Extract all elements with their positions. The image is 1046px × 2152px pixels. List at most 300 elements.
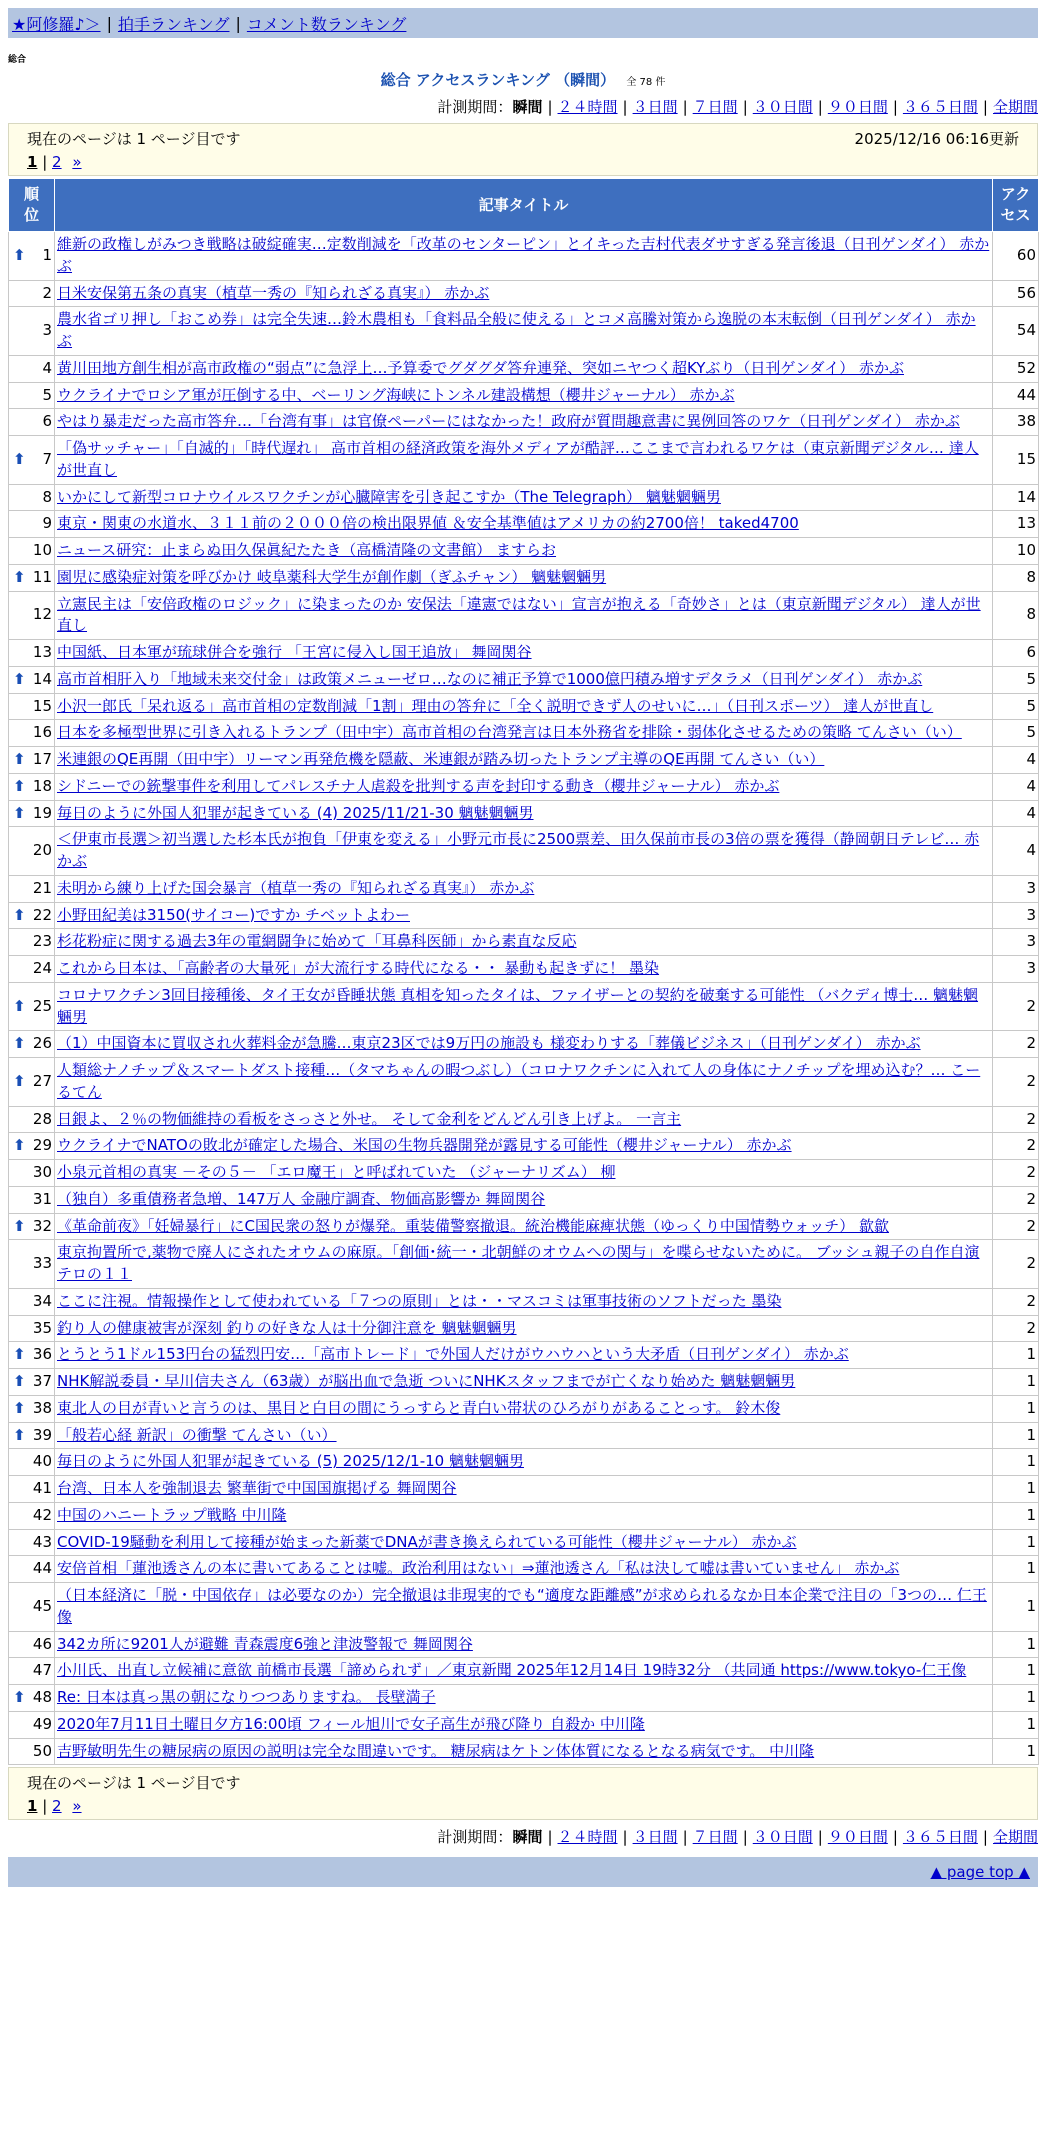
article-link[interactable]: 毎日のように外国人犯罪が起きている (5) 2025/12/1-10 魑魅魍魎男 bbox=[57, 1452, 524, 1471]
period-separator: | bbox=[982, 98, 988, 116]
page-2-link[interactable]: 2 bbox=[52, 153, 62, 171]
access-count: 1 bbox=[993, 1476, 1039, 1503]
rank-cell bbox=[9, 1502, 55, 1529]
article-link[interactable]: 台湾、日本人を強制退去 繁華街で中国国旗掲げる 舞岡関谷 bbox=[57, 1479, 457, 1497]
period-separator: | bbox=[892, 98, 898, 116]
title-header: 記事タイトル bbox=[55, 179, 993, 232]
period-link[interactable]: 全期間 bbox=[992, 98, 1038, 116]
article-link[interactable]: 2020年7月11日土曜日夕方16:00頃 フィール旭川で女子高生が飛び降り 自殺か 中川隆 bbox=[57, 1714, 645, 1733]
period-link[interactable]: ３６５日間 bbox=[902, 98, 978, 116]
article-link[interactable]: 安倍首相「蓮池透さんの本に書いてあることは嘘。政治利用はない」⇒蓮池透さん「私は決して嘘は書いていません」 赤かぶ bbox=[57, 1559, 900, 1578]
access-count: 2 bbox=[993, 1288, 1039, 1315]
table-row bbox=[9, 409, 1039, 436]
up-arrow-icon: ⬆ bbox=[13, 245, 26, 264]
article-link[interactable]: 日本を多極型世界に引き入れるトランプ（田中宇）高市首相の台湾発言は日本外務省を排除・弱体化させるための策略 てんさい（い） bbox=[57, 723, 962, 742]
title-cell bbox=[55, 1502, 993, 1529]
rank-number: 38 bbox=[32, 1398, 52, 1417]
table-row bbox=[9, 280, 1039, 307]
page-current: 1 bbox=[27, 153, 38, 171]
period-link[interactable]: ３日間 bbox=[632, 1828, 678, 1847]
rank-number: 39 bbox=[32, 1425, 52, 1444]
article-link[interactable]: 小野田紀美は3150(サイコー)ですか チベットよわー bbox=[57, 905, 410, 924]
access-count: 2 bbox=[993, 1058, 1039, 1107]
table-row bbox=[9, 538, 1039, 565]
page-2-link[interactable]: 2 bbox=[52, 1797, 62, 1816]
article-link[interactable]: 「偽サッチャー」「自滅的」「時代遅れ」 高市首相の経済政策を海外メディアが酷評…ここまで言われるワケは（東京新聞デジタル… 達人が世直し bbox=[57, 439, 979, 479]
title-cell bbox=[55, 827, 993, 876]
rank-number: 37 bbox=[32, 1372, 52, 1390]
title-cell bbox=[55, 1583, 993, 1632]
table-row bbox=[9, 875, 1039, 902]
access-header: アクセス bbox=[993, 179, 1039, 232]
rank-cell bbox=[9, 382, 55, 409]
table-row bbox=[9, 956, 1039, 983]
table-row bbox=[9, 1658, 1039, 1685]
up-arrow-icon: ⬆ bbox=[13, 1071, 26, 1090]
rank-number: 11 bbox=[32, 567, 52, 586]
rank-cell bbox=[9, 436, 55, 485]
period-separator: | bbox=[682, 1828, 688, 1847]
article-link[interactable]: Re: 日本は真っ黒の朝になりつつありますね。 長壁満子 bbox=[57, 1688, 436, 1706]
rank-cell bbox=[9, 902, 55, 929]
rank-number: 42 bbox=[32, 1505, 52, 1524]
article-link[interactable]: いかにして新型コロナウイルスワクチンが心臓障害を引き起こすか（The Telegraph） 魑魅魍魎男 bbox=[57, 487, 721, 506]
access-count: 2 bbox=[993, 982, 1039, 1031]
article-link[interactable]: 中国紙、日本軍が琉球併合を強行 「王宮に侵入し国王追放」 舞岡関谷 bbox=[57, 643, 532, 661]
rank-number: 7 bbox=[42, 449, 52, 468]
page-info-box-top bbox=[8, 123, 1038, 176]
access-count: 13 bbox=[993, 511, 1039, 538]
table-row bbox=[9, 827, 1039, 876]
title-cell bbox=[55, 280, 993, 307]
period-current: 瞬間 bbox=[512, 98, 543, 116]
rank-number: 26 bbox=[32, 1034, 52, 1053]
table-row bbox=[9, 1738, 1039, 1765]
rank-number: 29 bbox=[32, 1136, 52, 1155]
rank-number: 5 bbox=[42, 385, 52, 404]
period-link[interactable]: ９０日間 bbox=[827, 1828, 888, 1847]
table-row bbox=[9, 1711, 1039, 1738]
access-count: 1 bbox=[993, 1711, 1039, 1738]
article-link[interactable]: 日銀よ、２％の物価維持の看板をさっさと外せ。 そして金利をどんどん引き上げよ。 一言主 bbox=[57, 1109, 682, 1128]
article-link[interactable]: 東京拘置所で,薬物で廃人にされたオウムの麻原。「創価･統一・北朝鮮のオウムへの関与」を喋らせないために。 ブッシュ親子の自作自演テロの１１ bbox=[57, 1243, 980, 1283]
period-link[interactable]: ３日間 bbox=[632, 98, 678, 116]
title-cell bbox=[55, 564, 993, 591]
title-cell bbox=[55, 484, 993, 511]
title-cell bbox=[55, 1342, 993, 1369]
rank-cell bbox=[9, 355, 55, 382]
table-row bbox=[9, 1240, 1039, 1289]
article-link[interactable]: 維新の政権しがみつき戦略は破綻確実…定数削減を「改革のセンターピン」とイキった吉村代表ダサすぎる発言後退（日刊ゲンダイ） 赤かぶ bbox=[57, 235, 990, 275]
table-row bbox=[9, 1422, 1039, 1449]
table-row bbox=[9, 591, 1039, 640]
title-cell bbox=[55, 747, 993, 774]
article-link[interactable]: 釣り人の健康被害が深刻 釣りの好きな人は十分御注意を 魑魅魍魎男 bbox=[57, 1318, 517, 1337]
article-link[interactable]: 東京・関東の水道水、３１１前の２０００倍の検出限界値 ＆安全基準値はアメリカの約2700倍！ taked4700 bbox=[57, 514, 799, 533]
access-count: 1 bbox=[993, 1395, 1039, 1422]
next-page-link[interactable]: » bbox=[72, 153, 82, 171]
pagination: 1 | 2 » bbox=[27, 153, 82, 171]
access-count: 52 bbox=[993, 355, 1039, 382]
pagination: 1 | 2 » bbox=[27, 1797, 82, 1816]
rank-cell bbox=[9, 1315, 55, 1342]
table-row bbox=[9, 1449, 1039, 1476]
table-row bbox=[9, 1106, 1039, 1133]
rank-cell bbox=[9, 929, 55, 956]
rank-cell bbox=[9, 591, 55, 640]
table-row bbox=[9, 773, 1039, 800]
access-count: 2 bbox=[993, 1315, 1039, 1342]
rank-cell bbox=[9, 773, 55, 800]
article-link[interactable]: 未明から練り上げた国会暴言（植草一秀の『知られざる真実』） 赤かぶ bbox=[57, 878, 535, 897]
table-row bbox=[9, 1631, 1039, 1658]
period-separator: | bbox=[622, 98, 628, 116]
access-count: 8 bbox=[993, 591, 1039, 640]
rank-cell bbox=[9, 1395, 55, 1422]
access-count: 1 bbox=[993, 1529, 1039, 1556]
home-link[interactable]: ★阿修羅♪＞ bbox=[12, 14, 101, 34]
article-link[interactable]: ウクライナでNATOの敗北が確定した場合、米国の生物兵器開発が露見する可能性（櫻井ジャーナル） 赤かぶ bbox=[57, 1136, 792, 1155]
access-count: 2 bbox=[993, 1240, 1039, 1289]
rank-number: 35 bbox=[32, 1318, 52, 1337]
access-count: 3 bbox=[993, 956, 1039, 983]
access-count: 2 bbox=[993, 1133, 1039, 1160]
table-row bbox=[9, 1186, 1039, 1213]
rank-cell bbox=[9, 1422, 55, 1449]
table-row bbox=[9, 1288, 1039, 1315]
page-info-box-bottom bbox=[8, 1767, 1038, 1820]
rank-number: 34 bbox=[32, 1291, 52, 1310]
table-row bbox=[9, 747, 1039, 774]
access-count: 1 bbox=[993, 1631, 1039, 1658]
period-selector-bottom bbox=[8, 1826, 1038, 1847]
rank-number: 48 bbox=[32, 1688, 52, 1706]
access-count: 5 bbox=[993, 693, 1039, 720]
rank-number: 49 bbox=[32, 1714, 52, 1733]
article-link[interactable]: （1）中国資本に買収され火葬料金が急騰…東京23区では9万円の施設も 様変わりする「葬儀ビジネス」（日刊ゲンダイ） 赤かぶ bbox=[57, 1034, 921, 1053]
footer-bar bbox=[8, 1857, 1038, 1887]
article-link[interactable]: 園児に感染症対策を呼びかけ 岐阜薬科大学生が創作劇（ぎふチャン） 魑魅魍魎男 bbox=[57, 567, 607, 586]
rank-cell bbox=[9, 484, 55, 511]
article-link[interactable]: やはり暴走だった高市答弁…「台湾有事」は官僚ペーパーにはなかった！政府が質問趣意書に異例回答のワケ（日刊ゲンダイ） 赤かぶ bbox=[57, 412, 960, 431]
rank-number: 43 bbox=[32, 1532, 52, 1551]
up-arrow-icon: ⬆ bbox=[13, 1688, 26, 1706]
article-link[interactable]: 小川氏、出直し立候補に意欲 前橋市長選「諦められず」／東京新聞 2025年12月14日 19時32分 （共同通 https://www.tokyo-仁王像 bbox=[57, 1661, 967, 1680]
article-link[interactable]: 農水省ゴリ押し「おこめ券」は完全失速…鈴木農相も「食料品全般に使える」とコメ高騰対策から逸脱の本末転倒（日刊ゲンダイ） 赤かぶ bbox=[57, 310, 976, 350]
article-link[interactable]: ニュース研究：止まらぬ田久保眞紀たたき（高橋清隆の文書館） ますらお bbox=[57, 541, 557, 559]
article-link[interactable]: 杉花粉症に関する過去3年の電網闘争に始めて「耳鼻科医師」から素直な反応 bbox=[57, 932, 577, 951]
up-arrow-icon: ⬆ bbox=[13, 776, 26, 795]
rank-cell bbox=[9, 1240, 55, 1289]
title-cell bbox=[55, 902, 993, 929]
access-count: 2 bbox=[993, 1106, 1039, 1133]
article-link[interactable]: ここに注視。情報操作として使われている「７つの原則」とは・・マスコミは軍事技術のソフトだった 墨染 bbox=[57, 1291, 782, 1310]
rank-cell bbox=[9, 956, 55, 983]
period-link[interactable]: ３０日間 bbox=[752, 1828, 813, 1847]
rank-number: 20 bbox=[32, 841, 52, 860]
up-arrow-icon: ⬆ bbox=[13, 1398, 26, 1417]
page-title bbox=[8, 69, 1038, 90]
rank-cell bbox=[9, 1369, 55, 1396]
rank-cell bbox=[9, 511, 55, 538]
title-cell bbox=[55, 956, 993, 983]
article-link[interactable]: 毎日のように外国人犯罪が起きている (4) 2025/11/21-30 魑魅魍魎男 bbox=[57, 803, 534, 822]
nav-separator: | bbox=[235, 13, 241, 33]
title-cell bbox=[55, 1685, 993, 1712]
article-link[interactable]: NHK解説委員・早川信夫さん（63歳）が脳出血で急逝 ついにNHKスタッフまでが亡くなり始めた 魑魅魍魎男 bbox=[57, 1372, 796, 1390]
title-cell bbox=[55, 1031, 993, 1058]
title-cell bbox=[55, 307, 993, 356]
table-row bbox=[9, 436, 1039, 485]
access-count: 1 bbox=[993, 1342, 1039, 1369]
article-link[interactable]: 米連銀のQE再開（田中宇）リーマン再発危機を隠蔽、米連銀が踏み切ったトランプ主導のQE再開 てんさい（い） bbox=[57, 750, 825, 768]
rank-cell bbox=[9, 1583, 55, 1632]
title-cell bbox=[55, 1556, 993, 1583]
title-cell bbox=[55, 1133, 993, 1160]
table-row bbox=[9, 1315, 1039, 1342]
access-count: 38 bbox=[993, 409, 1039, 436]
table-row bbox=[9, 307, 1039, 356]
article-link[interactable]: 《革命前夜》「妊婦暴行」にC国民衆の怒りが爆発。重装備警察撤退。統治機能麻痺状態（ゆっくり中国情勢ウォッチ） 歙歙 bbox=[57, 1216, 889, 1235]
rank-number: 41 bbox=[32, 1479, 52, 1497]
period-separator: | bbox=[622, 1828, 628, 1847]
rank-cell bbox=[9, 538, 55, 565]
top-nav-bar bbox=[8, 8, 1038, 38]
title-cell bbox=[55, 693, 993, 720]
period-link[interactable]: ２４時間 bbox=[557, 98, 618, 116]
rank-cell bbox=[9, 1711, 55, 1738]
rank-cell bbox=[9, 747, 55, 774]
period-link[interactable]: 全期間 bbox=[992, 1828, 1038, 1847]
clap-ranking-link[interactable]: 拍手ランキング bbox=[117, 14, 230, 34]
article-link[interactable]: 東北人の目が青いと言うのは、黒目と白目の間にうっすらと青白い帯状のひろがりがあることっす。 鈴木俊 bbox=[57, 1398, 781, 1417]
access-count: 14 bbox=[993, 484, 1039, 511]
table-row bbox=[9, 693, 1039, 720]
rank-cell bbox=[9, 307, 55, 356]
title-cell bbox=[55, 232, 993, 281]
article-link[interactable]: 高市首相肝入り「地域未来交付金」は政策メニューゼロ…なのに補正予算で1000億円積み増すデタラメ（日刊ゲンダイ） 赤かぶ bbox=[57, 669, 923, 688]
title-cell bbox=[55, 982, 993, 1031]
table-row bbox=[9, 640, 1039, 667]
rank-cell bbox=[9, 1658, 55, 1685]
table-row bbox=[9, 982, 1039, 1031]
current-page-text: 現在のページは 1 ページ目です bbox=[27, 130, 241, 148]
rank-number: 45 bbox=[32, 1596, 52, 1615]
title-cell bbox=[55, 875, 993, 902]
access-count: 4 bbox=[993, 747, 1039, 774]
access-count: 1 bbox=[993, 1583, 1039, 1632]
period-separator: | bbox=[817, 98, 823, 116]
up-arrow-icon: ⬆ bbox=[13, 996, 26, 1015]
article-link[interactable]: ＜伊東市長選＞初当選した杉本氏が抱負「伊東を変える」小野元市長に2500票差、田久保前市長の3倍の票を獲得（静岡朝日テレビ… 赤かぶ bbox=[57, 830, 980, 870]
article-link[interactable]: 立憲民主は「安倍政権のロジック」に染まったのか 安保法「違憲ではない」宣言が抱える「奇妙さ」とは（東京新聞デジタル） 達人が世直し bbox=[57, 594, 981, 635]
title-cell bbox=[55, 1738, 993, 1765]
article-link[interactable]: コロナワクチン3回目接種後、タイ王女が昏睡状態 真相を知ったタイは、ファイザーとの契約を破棄する可能性 （バクディ博士… 魑魅魍魎男 bbox=[57, 985, 979, 1026]
access-count: 3 bbox=[993, 929, 1039, 956]
article-link[interactable]: 小沢一郎氏「呆れ返る」高市首相の定数削減「1割」理由の答弁に「全く説明できず人のせいに…」（日刊スポーツ） 達人が世直し bbox=[57, 696, 934, 715]
period-link[interactable]: ３０日間 bbox=[752, 98, 813, 116]
total-count: 全 78 件 bbox=[626, 77, 666, 88]
page-top-link[interactable]: ▲ page top ▲ bbox=[930, 1863, 1030, 1882]
article-link[interactable]: （日本経済に「脱・中国依存」は必要なのか）完全撤退は非現実的でも“適度な距離感”が求められるなか日本企業で注目の「3つの… 仁王像 bbox=[57, 1586, 987, 1626]
up-arrow-icon: ⬆ bbox=[13, 449, 26, 468]
up-arrow-icon: ⬆ bbox=[13, 1345, 26, 1364]
title-cell bbox=[55, 1422, 993, 1449]
article-link[interactable]: 人類総ナノチップ＆スマートダスト接種…（タマちゃんの暇つぶし）（コロナワクチンに入れて人の身体にナノチップを埋め込む？… こーるてん bbox=[57, 1061, 981, 1101]
up-arrow-icon: ⬆ bbox=[13, 669, 26, 688]
rank-cell bbox=[9, 720, 55, 747]
period-link[interactable]: ７日間 bbox=[692, 1828, 738, 1847]
next-page-link[interactable]: » bbox=[72, 1797, 82, 1816]
table-row bbox=[9, 1529, 1039, 1556]
title-cell bbox=[55, 1058, 993, 1107]
table-row bbox=[9, 484, 1039, 511]
article-link[interactable]: 小泉元首相の真実 －その５－ 「エロ魔王」と呼ばれていた （ジャーナリズム） 柳 bbox=[57, 1163, 616, 1181]
access-count: 4 bbox=[993, 827, 1039, 876]
rank-number: 23 bbox=[32, 932, 52, 951]
table-row bbox=[9, 720, 1039, 747]
up-arrow-icon: ⬆ bbox=[13, 803, 26, 822]
rank-number: 10 bbox=[32, 541, 52, 559]
period-link[interactable]: ２４時間 bbox=[557, 1828, 618, 1847]
rank-cell bbox=[9, 1058, 55, 1107]
rank-number: 16 bbox=[32, 723, 52, 742]
article-link[interactable]: 吉野敏明先生の糖尿病の原因の説明は完全な間違いです。 糖尿病はケトン体体質になるとなる病気です。 中川隆 bbox=[57, 1741, 815, 1760]
title-cell bbox=[55, 1476, 993, 1503]
article-link[interactable]: ウクライナでロシア軍が圧倒する中、ベーリング海峡にトンネル建設構想（櫻井ジャーナル） 赤かぶ bbox=[57, 385, 735, 404]
access-count: 2 bbox=[993, 1213, 1039, 1240]
access-count: 1 bbox=[993, 1738, 1039, 1765]
rank-number: 40 bbox=[32, 1452, 52, 1471]
title-cell bbox=[55, 436, 993, 485]
rank-cell bbox=[9, 1342, 55, 1369]
period-link[interactable]: ３６５日間 bbox=[902, 1828, 978, 1847]
rank-cell bbox=[9, 693, 55, 720]
access-count: 2 bbox=[993, 1160, 1039, 1187]
access-count: 5 bbox=[993, 720, 1039, 747]
access-count: 56 bbox=[993, 280, 1039, 307]
article-link[interactable]: 黄川田地方創生相が高市政権の“弱点”に急浮上…予算委でグダグダ答弁連発、突如ニヤつく超KYぶり（日刊ゲンダイ） 赤かぶ bbox=[57, 358, 904, 377]
article-link[interactable]: シドニーでの銃撃事件を利用してパレスチナ人虐殺を批判する声を封印する動き（櫻井ジャーナル） 赤かぶ bbox=[57, 776, 780, 795]
rank-number: 24 bbox=[32, 959, 52, 977]
period-separator: | bbox=[892, 1828, 898, 1847]
title-cell bbox=[55, 720, 993, 747]
article-link[interactable]: （独自）多重債務者急増、147万人 金融庁調査、物価高影響か 舞岡関谷 bbox=[57, 1189, 546, 1208]
article-link[interactable]: 342カ所に9201人が避難 青森震度6強と津波警報で 舞岡関谷 bbox=[57, 1634, 473, 1653]
comment-ranking-link[interactable]: コメント数ランキング bbox=[246, 14, 407, 34]
access-count: 44 bbox=[993, 382, 1039, 409]
rank-number: 22 bbox=[32, 905, 52, 924]
period-link[interactable]: ７日間 bbox=[692, 98, 738, 116]
table-row bbox=[9, 1342, 1039, 1369]
title-cell bbox=[55, 1395, 993, 1422]
period-separator: | bbox=[742, 98, 748, 116]
rank-cell bbox=[9, 409, 55, 436]
article-link[interactable]: 日米安保第五条の真実（植草一秀の『知られざる真実』） 赤かぶ bbox=[57, 283, 490, 302]
rank-cell bbox=[9, 666, 55, 693]
title-cell bbox=[55, 1711, 993, 1738]
table-row bbox=[9, 564, 1039, 591]
access-count: 1 bbox=[993, 1369, 1039, 1396]
rank-number: 1 bbox=[42, 245, 52, 264]
table-row bbox=[9, 1213, 1039, 1240]
period-separator: | bbox=[817, 1828, 823, 1847]
title-cell bbox=[55, 666, 993, 693]
category-label: 総合 bbox=[8, 55, 27, 65]
rank-cell bbox=[9, 1133, 55, 1160]
access-count: 1 bbox=[993, 1502, 1039, 1529]
rank-number: 19 bbox=[32, 803, 52, 822]
access-count: 3 bbox=[993, 902, 1039, 929]
rank-number: 18 bbox=[32, 776, 52, 795]
access-count: 1 bbox=[993, 1685, 1039, 1712]
period-separator: | bbox=[742, 1828, 748, 1847]
article-link[interactable]: 「般若心経 新訳」の衝撃 てんさい（い） bbox=[57, 1425, 337, 1444]
up-arrow-icon: ⬆ bbox=[13, 905, 26, 924]
period-separator: | bbox=[682, 98, 688, 116]
rank-cell bbox=[9, 280, 55, 307]
table-row bbox=[9, 1058, 1039, 1107]
table-row bbox=[9, 1133, 1039, 1160]
ranking-title: 総合 アクセスランキング （瞬間） bbox=[380, 71, 616, 89]
rank-cell bbox=[9, 1556, 55, 1583]
rank-number: 12 bbox=[32, 605, 52, 624]
table-row bbox=[9, 1583, 1039, 1632]
access-count: 4 bbox=[993, 800, 1039, 827]
title-cell bbox=[55, 591, 993, 640]
title-cell bbox=[55, 1240, 993, 1289]
rank-number: 30 bbox=[32, 1163, 52, 1181]
title-cell bbox=[55, 409, 993, 436]
title-cell bbox=[55, 382, 993, 409]
rank-cell bbox=[9, 1213, 55, 1240]
title-cell bbox=[55, 1449, 993, 1476]
rank-cell bbox=[9, 1106, 55, 1133]
rank-number: 25 bbox=[32, 996, 52, 1015]
access-count: 4 bbox=[993, 773, 1039, 800]
access-count: 6 bbox=[993, 640, 1039, 667]
ranking-table bbox=[8, 178, 1039, 1765]
title-cell bbox=[55, 1529, 993, 1556]
period-separator: | bbox=[547, 98, 553, 116]
access-count: 8 bbox=[993, 564, 1039, 591]
rank-cell bbox=[9, 1685, 55, 1712]
rank-number: 33 bbox=[32, 1254, 52, 1273]
rank-number: 15 bbox=[32, 696, 52, 715]
table-row bbox=[9, 902, 1039, 929]
title-cell bbox=[55, 355, 993, 382]
access-count: 2 bbox=[993, 1031, 1039, 1058]
article-link[interactable]: 中国のハニートラップ戦略 中川隆 bbox=[57, 1505, 287, 1524]
rank-cell bbox=[9, 640, 55, 667]
rank-number: 8 bbox=[42, 487, 52, 506]
rank-number: 9 bbox=[42, 514, 52, 533]
rank-cell bbox=[9, 1288, 55, 1315]
article-link[interactable]: これから日本は、「高齢者の大量死」が大流行する時代になる・・ 暴動も起きずに！ 墨染 bbox=[57, 959, 660, 977]
title-cell bbox=[55, 1658, 993, 1685]
period-link[interactable]: ９０日間 bbox=[827, 98, 888, 116]
rank-cell bbox=[9, 1031, 55, 1058]
rank-cell bbox=[9, 1449, 55, 1476]
rank-cell bbox=[9, 1738, 55, 1765]
article-link[interactable]: COVID-19騒動を利用して接種が始まった新薬でDNAが書き換えられている可能性（櫻井ジャーナル） 赤かぶ bbox=[57, 1532, 797, 1551]
title-cell bbox=[55, 1288, 993, 1315]
table-row bbox=[9, 1031, 1039, 1058]
rank-cell bbox=[9, 1476, 55, 1503]
table-row bbox=[9, 800, 1039, 827]
rank-number: 21 bbox=[32, 878, 52, 897]
article-link[interactable]: とうとう1ドル153円台の猛烈円安…「高市トレード」で外国人だけがウハウハという大矛盾（日刊ゲンダイ） 赤かぶ bbox=[57, 1345, 849, 1364]
